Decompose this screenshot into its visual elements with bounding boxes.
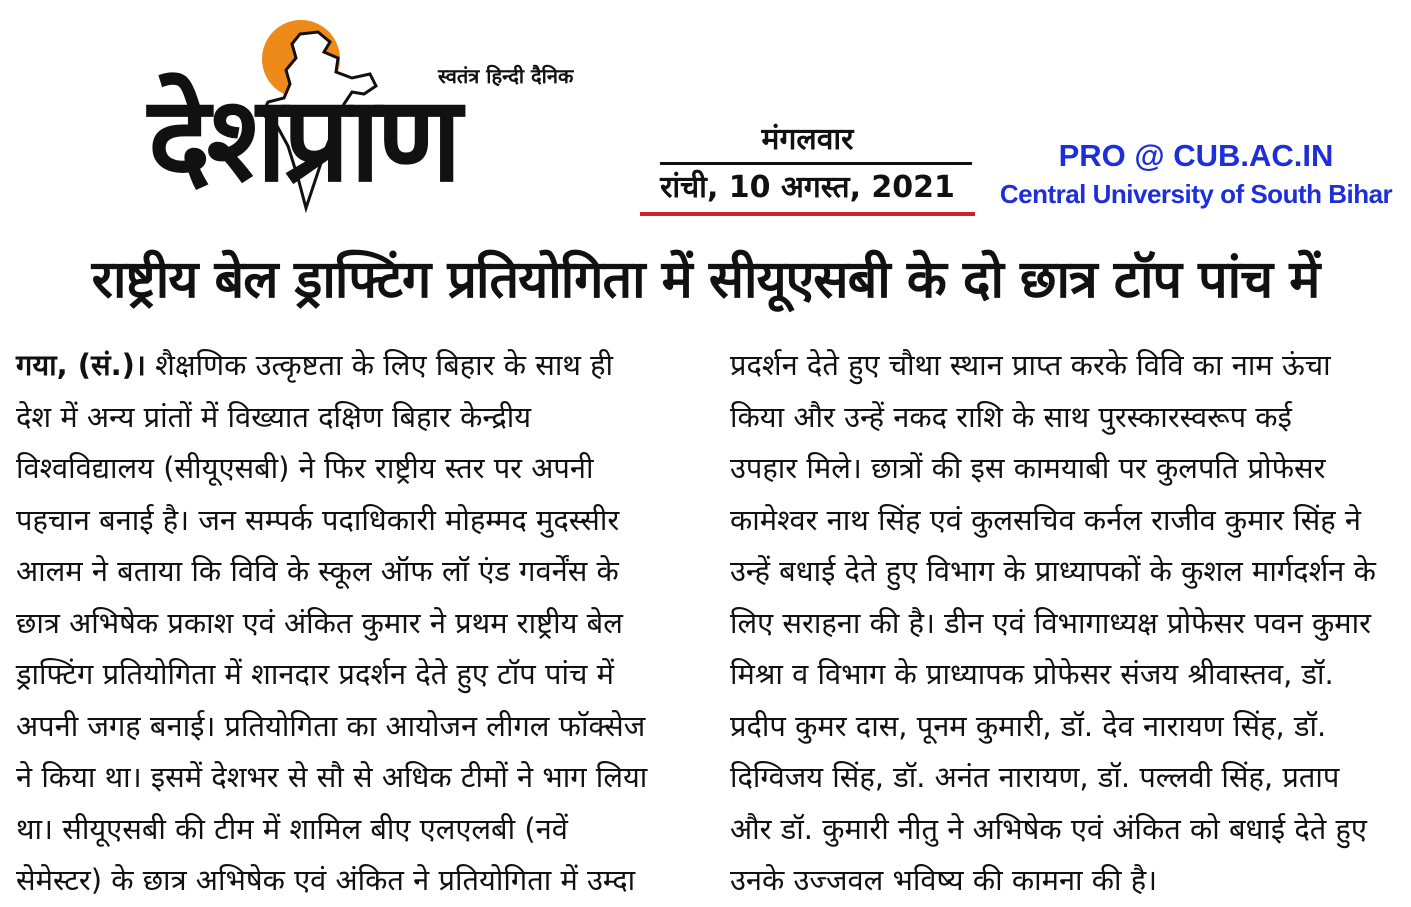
pro-email: PRO @ CUB.AC.IN — [1058, 138, 1334, 173]
article-line: ने किया था। इसमें देशभर से सौ से अधिक टीमों ने भाग लिया — [16, 760, 648, 794]
article-line: लिए सराहना की है। डीन एवं विभागाध्यक्ष प्रोफेसर पवन कुमार — [730, 605, 1372, 640]
newspaper-logo: देशप्राण — [148, 70, 458, 208]
edition-dateline: रांची, 10 अगस्त, 2021 — [660, 170, 955, 205]
article-line-text: शैक्षणिक उत्कृष्टता के लिए बिहार के साथ ही — [155, 348, 614, 382]
article-line: कामेश्वर नाथ सिंह एवं कुलसचिव कर्नल राजीव कुमार सिंह ने — [730, 502, 1361, 537]
article-dateline: गया, (सं.)। — [16, 348, 146, 382]
date-block — [640, 116, 975, 220]
article-line: उन्हें बधाई देते हुए विभाग के प्राध्यापकों के कुशल मार्गदर्शन के — [730, 554, 1376, 588]
article-line: पहचान बनाई है। जन सम्पर्क पदाधिकारी मोहम्मद मुदस्सीर — [16, 502, 620, 537]
article-line: और डॉ. कुमारी नीतु ने अभिषेक एवं अंकित को बधाई देते हुए — [730, 811, 1367, 846]
article-line: अपनी जगह बनाई। प्रतियोगिता का आयोजन लीगल फॉक्सेज — [16, 708, 646, 743]
article-line: उनके उज्जवल भविष्य की कामना की है। — [730, 863, 1158, 897]
article-line: उपहार मिले। छात्रों की इस कामयाबी पर कुलपति प्रोफेसर — [730, 451, 1326, 485]
weekday: मंगलवार — [761, 122, 854, 157]
article-line: किया और उन्हें नकद राशि के साथ पुरस्कारस्वरूप कई — [730, 399, 1292, 434]
date-underline — [640, 212, 975, 216]
tagline: स्वतंत्र हिन्दी दैनिक — [438, 64, 574, 88]
article-headline: राष्ट्रीय बेल ड्राफ्टिंग प्रतियोगिता में सीयूएसबी के दो छात्र टॉप पांच में — [91, 250, 1320, 310]
article-column-right — [730, 340, 1402, 897]
article-line: विश्वविद्यालय (सीयूएसबी) ने फिर राष्ट्रीय स्तर पर अपनी — [16, 451, 594, 485]
article-line — [16, 340, 696, 392]
article-line: प्रदर्शन देते हुए चौथा स्थान प्राप्त करके विवि का नाम ऊंचा — [730, 348, 1331, 382]
article-line: था। सीयूएसबी की टीम में शामिल बीए एलएलबी (नवें — [16, 811, 568, 846]
article-line: सेमेस्टर) के छात्र अभिषेक एवं अंकित ने प्रतियोगिता में उम्दा — [16, 863, 636, 897]
article-line: देश में अन्य प्रांतों में विख्यात दक्षिण बिहार केन्द्रीय — [16, 399, 532, 434]
article-column-left — [16, 340, 696, 897]
article-line: प्रदीप कुमर दास, पूनम कुमारी, डॉ. देव नारायण सिंह, डॉ. — [730, 708, 1327, 743]
article-line: छात्र अभिषेक प्रकाश एवं अंकित कुमार ने प्रथम राष्ट्रीय बेल — [16, 605, 623, 640]
article-line: मिश्रा व विभाग के प्राध्यापक प्रोफेसर संजय श्रीवास्तव, डॉ. — [730, 657, 1334, 691]
article-line: दिग्विजय सिंह, डॉ. अनंत नारायण, डॉ. पल्लवी सिंह, प्रताप — [730, 760, 1340, 794]
article-line: आलम ने बताया कि विवि के स्कूल ऑफ लॉ एंड गवर्नेंस के — [16, 554, 619, 588]
date-divider — [660, 162, 972, 165]
article-line: ड्राफ्टिंग प्रतियोगिता में शानदार प्रदर्शन देते हुए टॉप पांच में — [16, 657, 614, 691]
masthead — [0, 0, 1411, 230]
university-name: Central University of South Bihar — [999, 179, 1393, 209]
